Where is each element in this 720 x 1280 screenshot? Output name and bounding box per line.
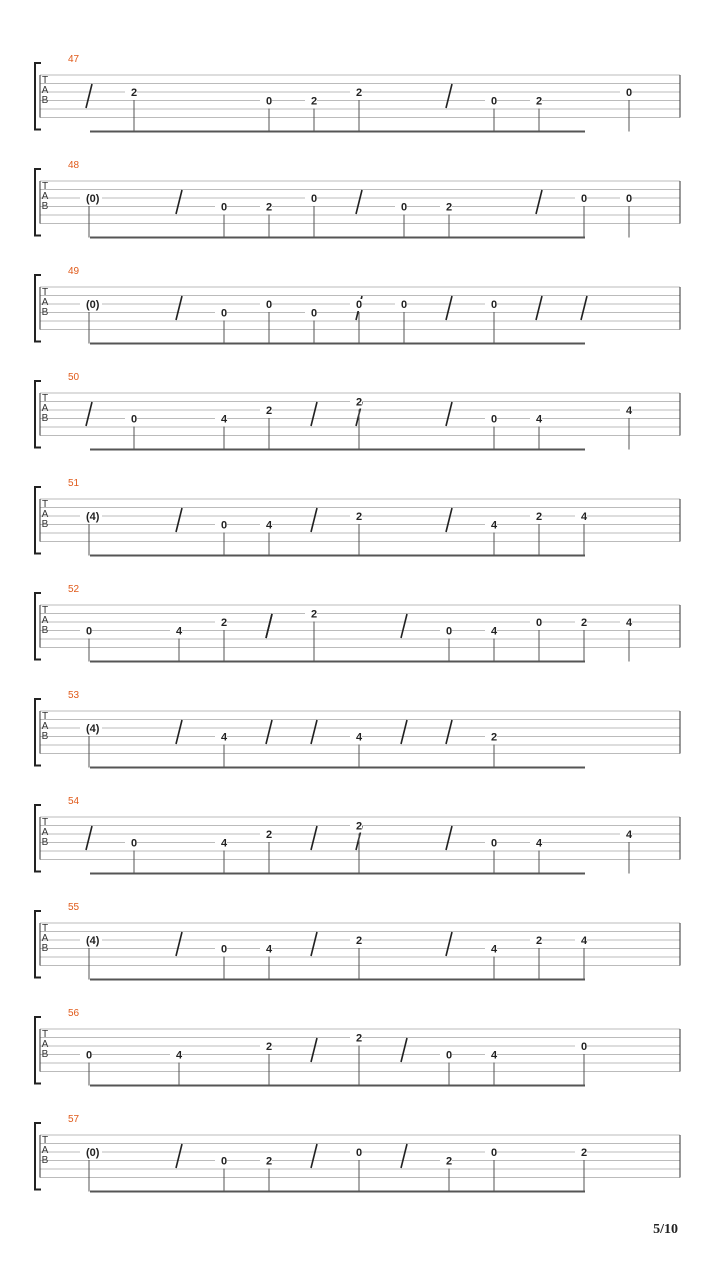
tab-clef-letter: T	[41, 923, 49, 934]
fret-number: 4	[356, 731, 363, 744]
rest-symbol	[581, 296, 587, 320]
tab-clef-letter: A	[41, 721, 49, 732]
rest-symbol	[446, 508, 452, 532]
fret-number: 4	[491, 943, 498, 956]
tab-clef-letter: A	[41, 403, 49, 414]
tab-clef-letter: T	[41, 499, 49, 510]
rest-symbol	[536, 296, 542, 320]
tab-clef-letter: T	[41, 1029, 49, 1040]
rest-symbol	[356, 190, 362, 214]
rest-symbol	[86, 826, 92, 850]
rest-symbol	[311, 720, 317, 744]
fret-number: (4)	[86, 723, 100, 735]
measure-number: 56	[68, 1008, 80, 1019]
fret-number: 2	[311, 95, 318, 108]
page-number: 5/10	[653, 1222, 678, 1237]
rest-symbol	[446, 826, 452, 850]
tab-clef-letter: T	[41, 181, 49, 192]
fret-number: 0	[626, 87, 633, 99]
tab-system	[35, 690, 680, 768]
fret-number: 2	[266, 405, 273, 417]
rest-symbol	[266, 720, 272, 744]
fret-number: 0	[401, 201, 408, 214]
fret-number: 0	[491, 413, 498, 426]
fret-number: 0	[446, 1049, 453, 1062]
measure-number: 54	[68, 796, 80, 807]
rest-symbol	[446, 402, 452, 426]
measure-number: 57	[68, 1114, 80, 1125]
fret-number: 4	[491, 625, 498, 638]
measure-number: 48	[68, 160, 80, 171]
rest-symbol	[176, 1144, 182, 1168]
tab-clef-letter: T	[41, 817, 49, 828]
fret-number: 2	[356, 87, 363, 99]
rest-symbol	[311, 1038, 317, 1062]
fret-number: 4	[266, 943, 273, 956]
fret-number: 2	[356, 1032, 363, 1045]
measure-number: 50	[68, 372, 80, 383]
fret-number: 2	[266, 201, 273, 214]
rest-symbol	[266, 614, 272, 638]
fret-number: 2	[356, 511, 363, 523]
rest-symbol	[401, 1038, 407, 1062]
fret-number: 0	[581, 1041, 588, 1053]
fret-number: 0	[356, 1147, 363, 1159]
rest-symbol	[446, 296, 452, 320]
tab-system	[35, 478, 680, 556]
fret-number: 0	[131, 413, 138, 426]
tab-clef-letter: B	[41, 1049, 49, 1060]
measure-number: 52	[68, 584, 80, 595]
tab-system	[35, 266, 680, 344]
fret-number: (4)	[86, 935, 100, 947]
rest-symbol	[446, 720, 452, 744]
fret-number: 0	[266, 299, 273, 311]
fret-number: 2	[266, 829, 273, 841]
tab-clef-letter: B	[41, 519, 49, 530]
fret-number: 4	[221, 413, 228, 426]
fret-number: 4	[176, 1049, 183, 1062]
tab-system	[35, 1114, 680, 1192]
fret-number: 4	[626, 405, 633, 417]
tab-clef-letter: A	[41, 1145, 49, 1156]
fret-number: 4	[221, 837, 228, 850]
fret-number: 4	[491, 1049, 498, 1062]
rest-symbol	[176, 932, 182, 956]
fret-number: 0	[491, 837, 498, 850]
fret-number: 2	[356, 820, 363, 833]
fret-number: 0	[491, 1147, 498, 1159]
fret-number: 0	[266, 95, 273, 108]
rest-symbol	[176, 296, 182, 320]
rest-symbol	[401, 614, 407, 638]
rest-symbol	[401, 720, 407, 744]
fret-number: 0	[221, 201, 228, 214]
tab-clef-letter: T	[41, 393, 49, 404]
measure-number: 51	[68, 478, 80, 489]
fret-number: 0	[356, 299, 363, 311]
rest-symbol	[311, 826, 317, 850]
fret-number: 2	[581, 617, 588, 629]
rest-symbol	[311, 402, 317, 426]
tab-clef-letter: A	[41, 1039, 49, 1050]
fret-number: 2	[266, 1041, 273, 1053]
fret-number: 0	[491, 95, 498, 108]
fret-number: 0	[626, 193, 633, 205]
tab-clef-letter: A	[41, 191, 49, 202]
tab-clef-letter: A	[41, 615, 49, 626]
fret-number: 4	[581, 935, 588, 947]
fret-number: 2	[581, 1147, 588, 1159]
tab-clef-letter: B	[41, 95, 49, 106]
fret-number: 2	[446, 1155, 453, 1168]
fret-number: 0	[311, 307, 318, 320]
fret-number: 4	[536, 413, 543, 426]
rest-symbol	[86, 84, 92, 108]
tab-clef-letter: T	[41, 287, 49, 298]
fret-number: 2	[131, 87, 138, 99]
fret-number: 4	[491, 519, 498, 532]
tab-clef-letter: A	[41, 933, 49, 944]
tab-clef-letter: B	[41, 837, 49, 848]
fret-number: 4	[626, 617, 633, 629]
fret-number: 2	[536, 935, 543, 947]
fret-number: 4	[221, 731, 228, 744]
tab-system	[35, 1008, 680, 1086]
tab-clef-letter: A	[41, 297, 49, 308]
rest-symbol	[311, 508, 317, 532]
fret-number: 0	[446, 625, 453, 638]
fret-number: 4	[266, 519, 273, 532]
tab-system	[35, 584, 680, 662]
fret-number: 0	[311, 193, 318, 205]
rest-symbol	[86, 402, 92, 426]
tab-clef-letter: B	[41, 201, 49, 212]
fret-number: 4	[176, 625, 183, 638]
tab-system	[35, 796, 680, 874]
rest-symbol	[311, 932, 317, 956]
fret-number: 0	[536, 617, 543, 629]
rest-symbol	[311, 1144, 317, 1168]
fret-number: 0	[86, 625, 93, 638]
rest-symbol	[401, 1144, 407, 1168]
fret-number: 0	[491, 299, 498, 311]
fret-number: 0	[86, 1049, 93, 1062]
fret-number: 4	[581, 511, 588, 523]
tab-clef-letter: T	[41, 1135, 49, 1146]
measure-number: 53	[68, 690, 80, 701]
fret-number: 2	[266, 1155, 273, 1168]
tab-system	[35, 902, 680, 980]
tab-clef-letter: B	[41, 625, 49, 636]
fret-number: 0	[221, 943, 228, 956]
rest-symbol	[446, 84, 452, 108]
fret-number: 2	[446, 201, 453, 214]
fret-number: 2	[311, 608, 318, 621]
fret-number: 4	[626, 829, 633, 841]
fret-number: 4	[536, 837, 543, 850]
fret-number: 0	[581, 193, 588, 205]
rest-symbol	[176, 508, 182, 532]
tab-system	[35, 160, 680, 238]
rest-symbol	[176, 720, 182, 744]
tab-system	[35, 372, 680, 450]
tab-system	[35, 54, 680, 132]
fret-number: (0)	[86, 193, 100, 205]
fret-number: 2	[356, 935, 363, 947]
measure-number: 47	[68, 54, 80, 65]
fret-number: 2	[536, 95, 543, 108]
fret-number: 2	[536, 511, 543, 523]
rest-symbol	[446, 932, 452, 956]
tab-clef-letter: T	[41, 605, 49, 616]
measure-number: 55	[68, 902, 80, 913]
tab-clef-letter: A	[41, 509, 49, 520]
tab-clef-letter: A	[41, 827, 49, 838]
fret-number: 0	[401, 299, 408, 311]
tab-clef-letter: B	[41, 1155, 49, 1166]
fret-number: 0	[221, 1155, 228, 1168]
tab-clef-letter: T	[41, 75, 49, 86]
fret-number: (0)	[86, 1147, 100, 1159]
measure-number: 49	[68, 266, 80, 277]
fret-number: (4)	[86, 511, 100, 523]
tab-clef-letter: B	[41, 943, 49, 954]
fret-number: 0	[221, 519, 228, 532]
fret-number: (0)	[86, 299, 100, 311]
tab-clef-letter: A	[41, 85, 49, 96]
fret-number: 2	[491, 731, 498, 744]
fret-number: 0	[221, 307, 228, 320]
rest-symbol	[176, 190, 182, 214]
tab-clef-letter: B	[41, 413, 49, 424]
tab-clef-letter: T	[41, 711, 49, 722]
rest-symbol	[536, 190, 542, 214]
fret-number: 0	[131, 837, 138, 850]
tab-clef-letter: B	[41, 731, 49, 742]
fret-number: 2	[221, 617, 228, 629]
fret-number: 2	[356, 396, 363, 409]
tab-clef-letter: B	[41, 307, 49, 318]
